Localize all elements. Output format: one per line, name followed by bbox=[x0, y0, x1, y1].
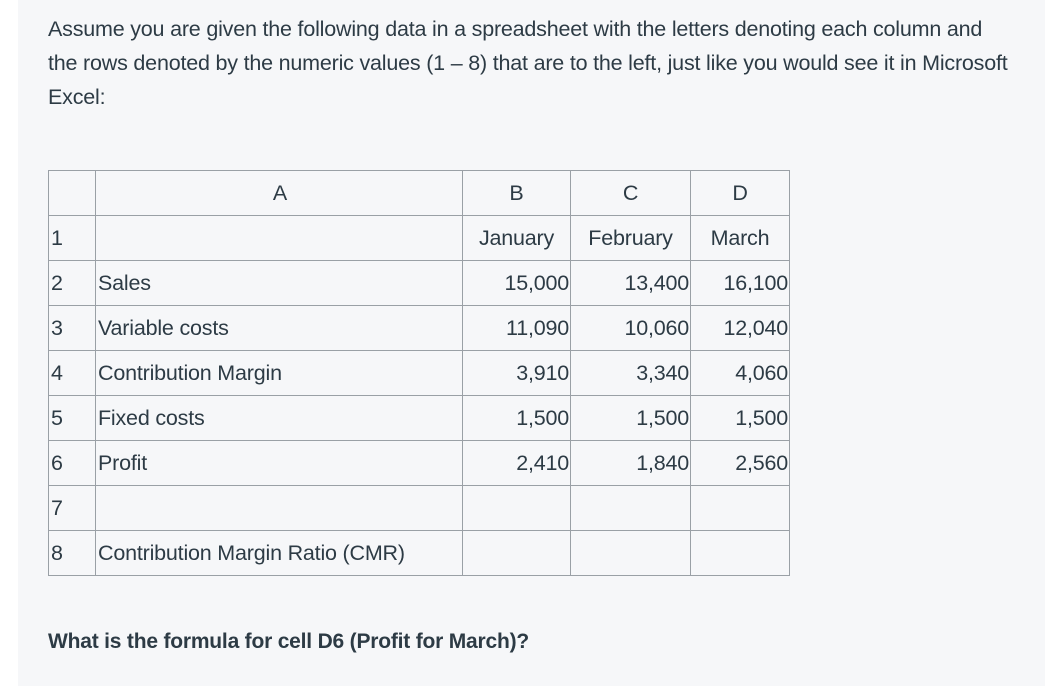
question-text: What is the formula for cell D6 (Profit for March)? bbox=[48, 630, 530, 653]
cell-d3: 12,040 bbox=[691, 306, 790, 351]
cell-a8: Contribution Margin Ratio (CMR) bbox=[96, 531, 463, 576]
spreadsheet-table bbox=[48, 170, 790, 576]
cell-b6: 2,410 bbox=[463, 441, 571, 486]
cell-a5: Fixed costs bbox=[96, 396, 463, 441]
table-row bbox=[49, 486, 790, 531]
row-number: 4 bbox=[49, 351, 96, 396]
table-row bbox=[49, 531, 790, 576]
cell-d2: 16,100 bbox=[691, 261, 790, 306]
cell-b5: 1,500 bbox=[463, 396, 571, 441]
cell-a1 bbox=[96, 216, 463, 261]
cell-a4: Contribution Margin bbox=[96, 351, 463, 396]
cell-c6: 1,840 bbox=[571, 441, 691, 486]
column-header-c: C bbox=[571, 171, 691, 216]
cell-d5: 1,500 bbox=[691, 396, 790, 441]
cell-d8 bbox=[691, 531, 790, 576]
cell-c3: 10,060 bbox=[571, 306, 691, 351]
cell-c2: 13,400 bbox=[571, 261, 691, 306]
cell-d4: 4,060 bbox=[691, 351, 790, 396]
row-number: 3 bbox=[49, 306, 96, 351]
cell-a7 bbox=[96, 486, 463, 531]
cell-a3: Variable costs bbox=[96, 306, 463, 351]
cell-c1: February bbox=[571, 216, 691, 261]
row-number: 6 bbox=[49, 441, 96, 486]
cell-c7 bbox=[571, 486, 691, 531]
column-header-b: B bbox=[463, 171, 571, 216]
table-row bbox=[49, 351, 790, 396]
row-number: 5 bbox=[49, 396, 96, 441]
cell-b3: 11,090 bbox=[463, 306, 571, 351]
cell-d1: March bbox=[691, 216, 790, 261]
cell-d6: 2,560 bbox=[691, 441, 790, 486]
cell-c8 bbox=[571, 531, 691, 576]
cell-d7 bbox=[691, 486, 790, 531]
cell-b4: 3,910 bbox=[463, 351, 571, 396]
cell-b8 bbox=[463, 531, 571, 576]
intro-paragraph: Assume you are given the following data in a spreadsheet with the letters denoting each column and the rows denoted by the numeric values (1 – 8) that are to the left, just like you would see it in Microsoft Excel: bbox=[48, 17, 1008, 109]
table-row bbox=[49, 396, 790, 441]
cell-b1: January bbox=[463, 216, 571, 261]
cell-c5: 1,500 bbox=[571, 396, 691, 441]
row-number: 2 bbox=[49, 261, 96, 306]
cell-a2: Sales bbox=[96, 261, 463, 306]
column-header-d: D bbox=[691, 171, 790, 216]
table-row bbox=[49, 261, 790, 306]
cell-b7 bbox=[463, 486, 571, 531]
table-row bbox=[49, 306, 790, 351]
column-header-row bbox=[49, 171, 790, 216]
row-number: 1 bbox=[49, 216, 96, 261]
row-number: 7 bbox=[49, 486, 96, 531]
cell-c4: 3,340 bbox=[571, 351, 691, 396]
row-number: 8 bbox=[49, 531, 96, 576]
corner-cell bbox=[49, 171, 96, 216]
cell-a6: Profit bbox=[96, 441, 463, 486]
column-header-a: A bbox=[96, 171, 463, 216]
cell-b2: 15,000 bbox=[463, 261, 571, 306]
table-row bbox=[49, 216, 790, 261]
table-row bbox=[49, 441, 790, 486]
